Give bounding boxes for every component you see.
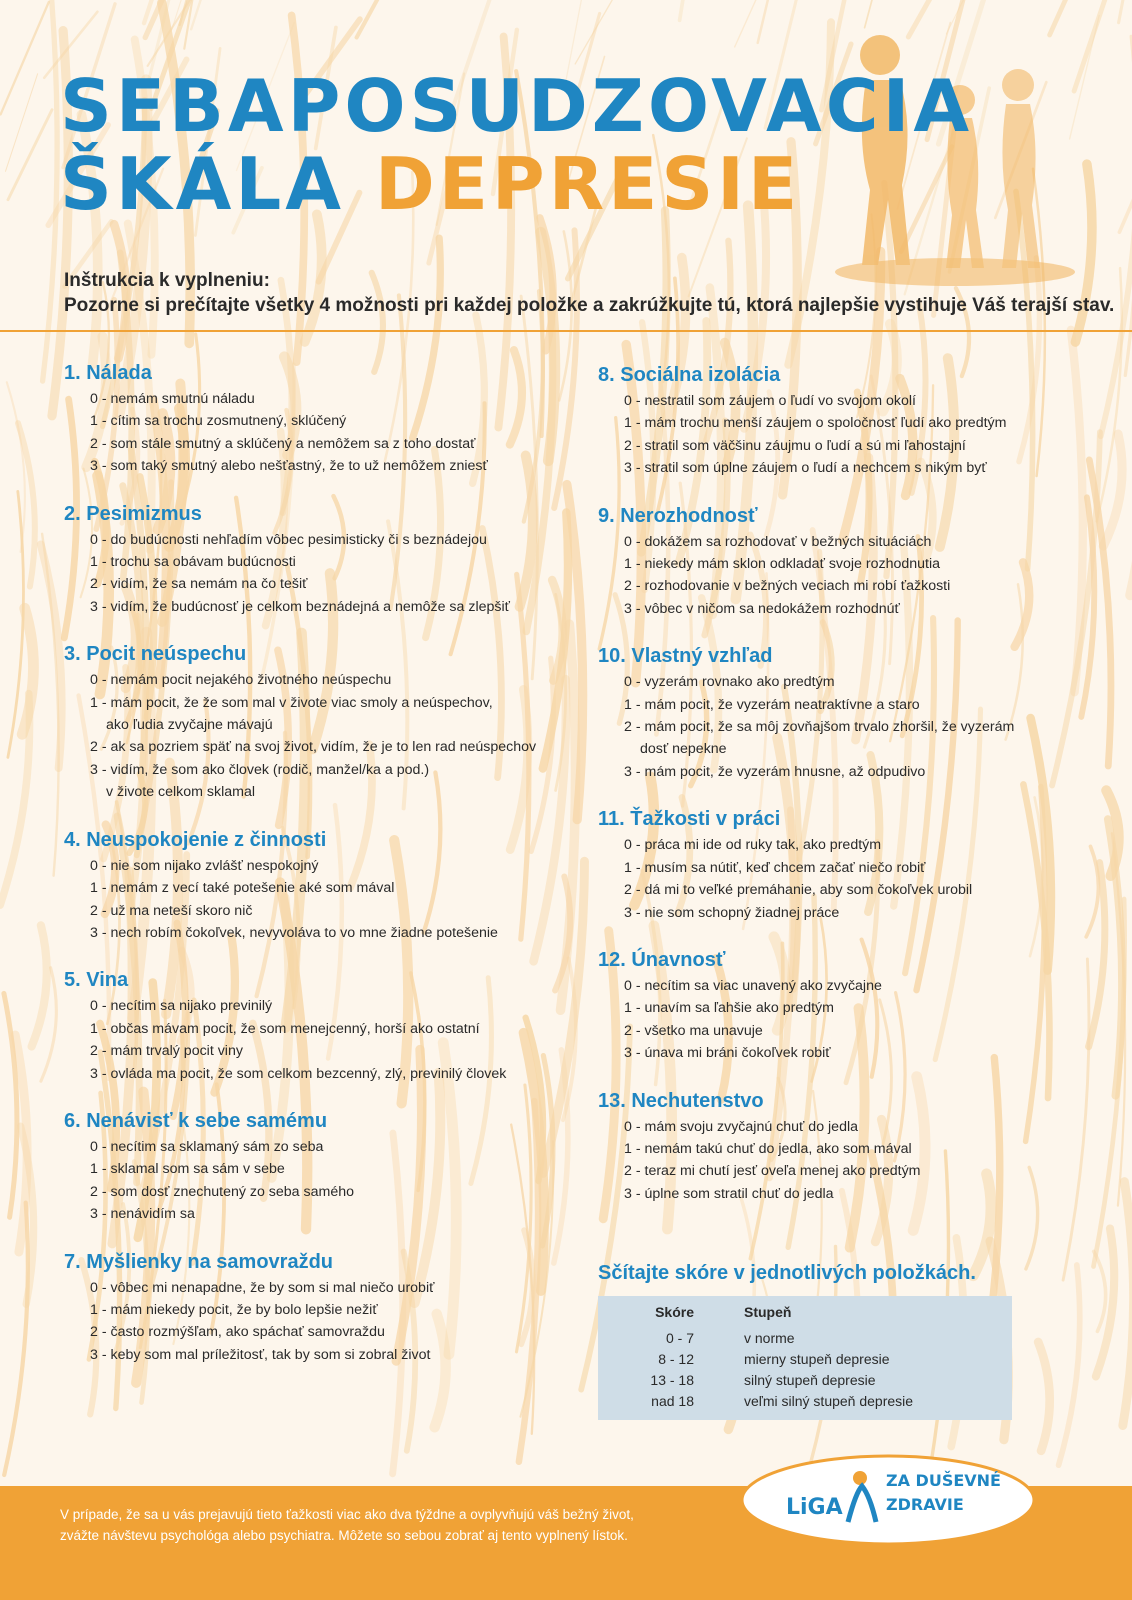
answer-option: 0 - nestratil som záujem o ľudí vo svojom okolí — [624, 393, 916, 409]
answer-option: 1 - mám pocit, že že som mal v živote viac smoly a neúspechov, — [90, 694, 493, 711]
answer-option: dosť nepekne — [640, 741, 727, 758]
answer-option: 0 - do budúcnosti nehľadím vôbec pesimisticky či s beznádejou — [90, 531, 487, 548]
answer-option: 2 - už ma neteší skoro nič — [90, 902, 253, 919]
answer-option: 0 - necítim sa viac unavený ako zvyčajne — [624, 977, 882, 994]
answer-option: 0 - dokážem sa rozhodovať v bežných situáciách — [624, 533, 932, 550]
level-value: mierny stupeň depresie — [744, 1351, 890, 1367]
question-title: 9. Nerozhodnosť — [598, 504, 758, 527]
question-section — [64, 827, 564, 945]
answer-option: 1 - mám niekedy pocit, že by bolo lepšie nežiť — [90, 1301, 378, 1318]
answer-option: 3 - vidím, že som ako človek (rodič, manžel/ka a pod.) — [90, 761, 430, 778]
question-title: 10. Vlastný vzhľad — [598, 645, 773, 668]
score-table — [598, 1296, 1012, 1420]
answer-option: 0 - necítim sa nijako previnilý — [90, 998, 273, 1015]
answer-option: 3 - vôbec v ničom sa nedokážem rozhodnúť — [624, 600, 900, 617]
question-section — [64, 1249, 564, 1367]
question-title: 5. Vina — [64, 969, 129, 992]
answer-option: 3 - stratil som úplne záujem o ľudí a nechcem s nikým byť — [624, 460, 987, 477]
answer-option: 1 - niekedy mám sklon odkladať svoje rozhodnutia — [624, 556, 941, 573]
answer-option: 2 - vidím, že sa nemám na čo tešiť — [90, 576, 308, 593]
level-header: Stupeň — [744, 1304, 792, 1320]
answer-option: 2 - mám pocit, že sa môj zovňajšom trvalo zhoršil, že vyzerám — [624, 719, 1015, 736]
question-section — [64, 360, 564, 478]
answer-option: 1 - sklamal som sa sám v sebe — [90, 1161, 285, 1178]
question-title: 4. Neuspokojenie z činnosti — [64, 828, 327, 851]
answer-option: 1 - trochu sa obávam budúcnosti — [90, 554, 296, 571]
answer-option: 3 - nech robím čokoľvek, nevyvoláva to vo mne žiadne potešenie — [90, 924, 498, 941]
answer-option: 1 - nemám z vecí také potešenie aké som mával — [90, 880, 395, 897]
question-title: 6. Nenávisť k sebe samému — [64, 1109, 328, 1132]
answer-option: 2 - dá mi to veľké premáhanie, aby som čokoľvek urobil — [624, 882, 973, 899]
answer-option: 2 - stratil som väčšinu záujmu o ľudí a sú mi ľahostajní — [624, 437, 966, 454]
question-section — [64, 641, 564, 803]
answer-option: 0 - necítim sa sklamaný sám zo seba — [90, 1138, 324, 1155]
title-line-1: SEBAPOSUDZOVACIA — [60, 64, 974, 148]
left-column — [64, 360, 564, 1389]
summary-title: Sčítajte skóre v jednotlivých položkách. — [598, 1262, 976, 1284]
answer-option: 1 - nemám takú chuť do jedla, ako som mával — [624, 1140, 912, 1157]
logo-liga-text: LiGA — [786, 1495, 843, 1520]
question-title: 3. Pocit neúspechu — [64, 643, 247, 666]
logo-line-2: ZDRAVIE — [886, 1495, 964, 1514]
liga-logo — [738, 1452, 1038, 1548]
title-depresie: DEPRESIE — [374, 142, 802, 226]
question-section — [598, 806, 1098, 924]
question-section — [64, 501, 564, 619]
divider-line — [0, 330, 1132, 332]
level-value: v norme — [744, 1330, 795, 1346]
score-row — [598, 1372, 1012, 1392]
question-title: 12. Únavnosť — [598, 948, 726, 971]
logo-line-1: ZA DUŠEVNÉ — [886, 1471, 1001, 1490]
answer-option: 0 - nemám pocit nejakého životného neúspechu — [90, 672, 392, 689]
answer-option: 3 - nie som schopný žiadnej práce — [624, 904, 840, 921]
footer-text — [60, 1504, 780, 1546]
answer-option: 2 - všetko ma unavuje — [624, 1022, 763, 1039]
instruction-label: Inštrukcia k vyplneniu: — [64, 270, 270, 291]
logo-figure-icon — [853, 1471, 867, 1485]
answer-option: 2 - ak sa pozriem späť na svoj život, vidím, že je to len rad neúspechov — [90, 739, 537, 756]
answer-option: 0 - vôbec mi nenapadne, že by som si mal niečo urobiť — [90, 1279, 435, 1296]
score-value: 0 - 7 — [665, 1330, 694, 1346]
footer-line-2: zvážte návštevu psychológa alebo psychiatra. Môžete so sebou zobrať aj tento vyplnený lístok. — [60, 1528, 628, 1543]
answer-option: 2 - mám trvalý pocit viny — [90, 1043, 243, 1060]
answer-option: ako ľudia zvyčajne mávajú — [106, 717, 273, 734]
question-title: 11. Ťažkosti v práci — [598, 808, 781, 831]
footer-line-1: V prípade, že sa u vás prejavujú tieto ťažkosti viac ako dva týždne a ovplyvňujú váš bežný život, — [60, 1507, 634, 1522]
score-table-header — [598, 1304, 1012, 1324]
question-title: 7. Myšlienky na samovraždu — [64, 1250, 334, 1273]
answer-option: 2 - som dosť znechutený zo seba samého — [90, 1183, 354, 1200]
title-line-2 — [60, 142, 802, 226]
answer-option: 3 - mám pocit, že vyzerám hnusne, až odpudivo — [624, 763, 926, 780]
question-title: 13. Nechutenstvo — [598, 1089, 764, 1112]
question-section — [598, 643, 1098, 783]
answer-option: 0 - práca mi ide od ruky tak, ako predtým — [624, 837, 882, 854]
answer-option: 1 - mám trochu menší záujem o spoločnosť ľudí ako predtým — [624, 415, 1007, 432]
answer-option: 2 - som stále smutný a sklúčený a nemôžem sa z toho dostať — [90, 435, 476, 452]
level-value: silný stupeň depresie — [744, 1372, 876, 1388]
answer-option: 3 - keby som mal príležitosť, tak by som si zobral život — [90, 1346, 431, 1363]
answer-option: 2 - teraz mi chutí jesť oveľa menej ako predtým — [624, 1163, 921, 1180]
answer-option: 3 - nenávidím sa — [90, 1206, 195, 1223]
score-value: 13 - 18 — [650, 1372, 694, 1388]
answer-option: 1 - musím sa nútiť, keď chcem začať niečo robiť — [624, 859, 926, 876]
answer-option: 3 - únava mi bráni čokoľvek robiť — [624, 1045, 831, 1062]
answer-option: 2 - rozhodovanie v bežných veciach mi robí ťažkosti — [624, 578, 951, 595]
question-section — [598, 947, 1098, 1065]
score-row — [598, 1393, 1012, 1413]
score-row — [598, 1330, 1012, 1350]
answer-option: 2 - často rozmýšľam, ako spáchať samovraždu — [90, 1324, 385, 1341]
question-section — [598, 362, 1098, 480]
answer-option: v živote celkom sklamal — [106, 784, 256, 801]
level-value: veľmi silný stupeň depresie — [744, 1393, 914, 1409]
question-title: 8. Sociálna izolácia — [598, 364, 781, 386]
score-value: 8 - 12 — [658, 1351, 694, 1367]
question-section — [598, 1088, 1098, 1206]
question-title: 2. Pesimizmus — [64, 502, 202, 525]
right-column — [598, 362, 1098, 1228]
question-section — [598, 503, 1098, 621]
answer-option: 3 - úplne som stratil chuť do jedla — [624, 1185, 834, 1202]
question-title: 1. Nálada — [64, 362, 152, 384]
answer-option: 1 - cítim sa trochu zosmutnený, sklúčený — [90, 413, 347, 430]
answer-option: 1 - unavím sa ľahšie ako predtým — [624, 1000, 834, 1017]
score-row — [598, 1351, 1012, 1371]
answer-option: 0 - mám svoju zvyčajnú chuť do jedla — [624, 1118, 859, 1135]
answer-option: 1 - občas mávam pocit, že som menejcenný, horší ako ostatní — [90, 1020, 480, 1037]
score-value: nad 18 — [651, 1393, 694, 1409]
answer-option: 0 - nemám smutnú náladu — [90, 391, 255, 407]
answer-option: 0 - vyzerám rovnako ako predtým — [624, 674, 835, 691]
answer-option: 1 - mám pocit, že vyzerám neatraktívne a staro — [624, 696, 920, 713]
question-section — [64, 1108, 564, 1226]
score-header: Skóre — [655, 1304, 694, 1320]
instruction-text: Pozorne si prečítajte všetky 4 možnosti pri každej položke a zakrúžkujte tú, ktorá najlepšie vystihuje Váš terajší stav. — [64, 295, 1115, 316]
answer-option: 3 - ovláda ma pocit, že som celkom bezcenný, zlý, previnilý človek — [90, 1065, 507, 1082]
instruction-block — [64, 268, 1114, 318]
answer-option: 3 - som taký smutný alebo nešťastný, že to už nemôžem zniesť — [90, 458, 488, 475]
question-section — [64, 967, 564, 1085]
title-skala: ŠKÁLA — [60, 142, 345, 226]
answer-option: 3 - vidím, že budúcnosť je celkom beznádejná a nemôže sa zlepšiť — [90, 598, 510, 615]
answer-option: 0 - nie som nijako zvlášť nespokojný — [90, 857, 319, 874]
